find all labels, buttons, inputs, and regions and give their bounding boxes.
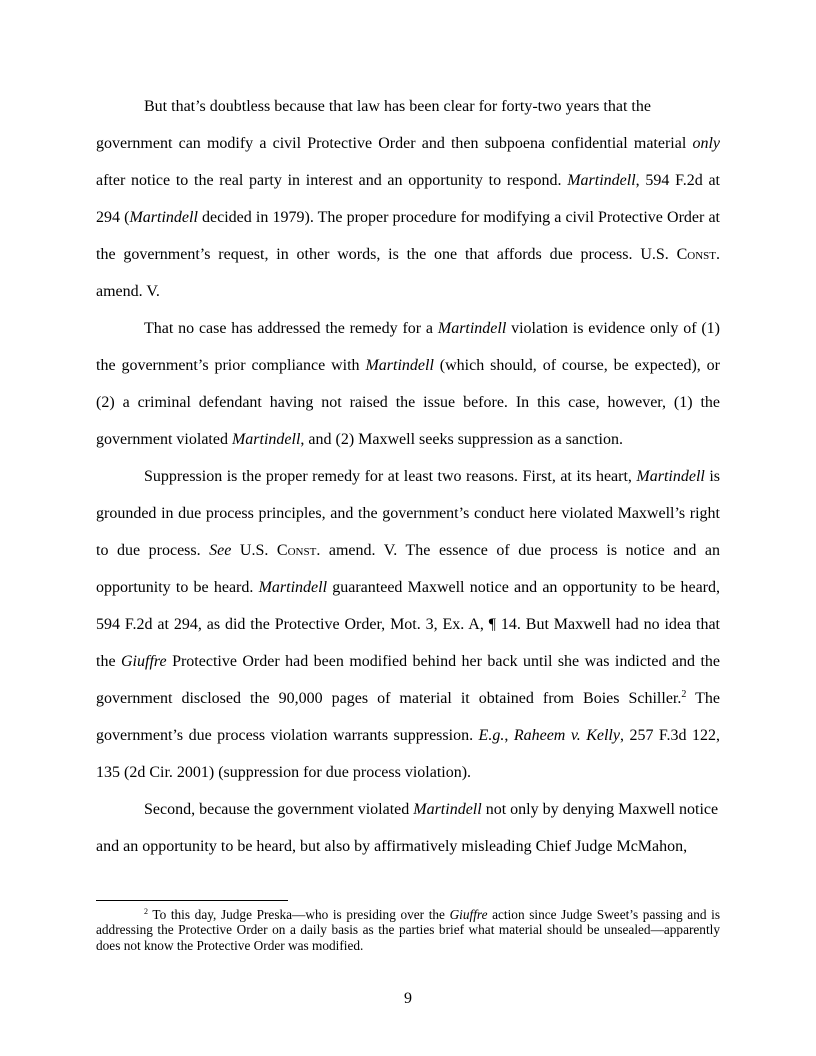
body-line bbox=[96, 208, 720, 228]
text-run: amend. V. bbox=[96, 283, 160, 300]
text-run: government violated bbox=[96, 431, 232, 448]
text-run: violation is evidence only of (1) bbox=[506, 320, 721, 337]
body-line bbox=[96, 171, 720, 191]
body-line bbox=[96, 652, 720, 672]
text-run: the government’s request, in other words, is the one that affords due process. U.S. bbox=[96, 246, 677, 263]
body-line bbox=[96, 763, 720, 783]
text-run: , and (2) Maxwell seeks suppression as a sanction. bbox=[300, 431, 623, 448]
text-run: See bbox=[209, 542, 232, 559]
footnote-2 bbox=[96, 907, 720, 953]
text-run: Giuffre bbox=[121, 653, 167, 670]
text-run: U.S. bbox=[231, 542, 277, 559]
text-run: government can modify a civil Protective Order and then subpoena confidential material bbox=[96, 135, 693, 152]
text-run: guaranteed Maxwell notice and an opportunity to be heard, bbox=[327, 579, 721, 596]
body-line bbox=[144, 800, 720, 820]
body-line bbox=[96, 430, 720, 450]
text-run: and an opportunity to be heard, but also by affirmatively misleading Chief Judge McMahon, bbox=[96, 838, 688, 855]
text-run: 294 ( bbox=[96, 209, 130, 226]
text-run: Giuffre bbox=[449, 907, 488, 922]
body-line bbox=[96, 393, 720, 413]
text-run: only bbox=[692, 135, 720, 152]
footnote-divider bbox=[96, 900, 288, 901]
text-run: , 257 F.3d 122, bbox=[619, 727, 721, 744]
body-line bbox=[96, 245, 720, 265]
text-run: Const bbox=[276, 542, 317, 559]
body-line bbox=[144, 319, 720, 339]
text-run: the government’s prior compliance with bbox=[96, 357, 366, 374]
text-run: after notice to the real party in interest and an opportunity to respond. bbox=[96, 172, 568, 189]
text-run: That no case has addressed the remedy for a bbox=[144, 320, 438, 337]
text-run: government disclosed the 90,000 pages of material it obtained from Boies Schiller. bbox=[96, 690, 682, 707]
text-run: To this day, Judge Preska—who is presiding over the bbox=[148, 907, 450, 922]
text-run: opportunity to be heard. bbox=[96, 579, 259, 596]
text-run: Martindell bbox=[567, 172, 636, 189]
text-run: . amend. V. The essence of due process is notice and an bbox=[316, 542, 721, 559]
text-run: E.g. bbox=[478, 727, 505, 744]
body-line bbox=[96, 356, 720, 376]
text-run: Martindell bbox=[365, 357, 434, 374]
body-line bbox=[96, 282, 720, 302]
text-run: is bbox=[704, 468, 721, 485]
text-run: Const bbox=[676, 246, 716, 263]
text-run: Martindell bbox=[231, 431, 301, 448]
text-run: The bbox=[686, 690, 720, 707]
text-run: 135 (2d Cir. 2001) (suppression for due process violation). bbox=[96, 764, 472, 781]
text-run: But that’s doubtless because that law has been clear for forty-two years that the bbox=[144, 98, 651, 115]
body-line bbox=[96, 134, 720, 154]
body-line bbox=[96, 689, 720, 709]
text-run: grounded in due process principles, and the government’s conduct here violated Maxwell’s right bbox=[96, 505, 720, 522]
text-run: Martindell bbox=[129, 209, 198, 226]
text-run: (which should, of course, be expected), or bbox=[433, 357, 721, 374]
text-run: Martindell bbox=[258, 579, 328, 596]
text-run: Martindell bbox=[413, 801, 482, 818]
text-run: not only by denying Maxwell notice bbox=[481, 801, 719, 818]
text-run: government’s due process violation warrants suppression. bbox=[96, 727, 479, 744]
text-run: 594 F.2d at 294, as did the Protective Order, Mot. 3, Ex. A, ¶ 14. But Maxwell had no idea that bbox=[96, 616, 720, 633]
text-run: Martindell bbox=[636, 468, 705, 485]
text-run: . bbox=[716, 246, 720, 263]
body-line bbox=[96, 578, 720, 598]
footnote-text bbox=[96, 907, 720, 953]
text-run: action since Judge Sweet’s passing and is addressing the Protective Order on a daily basis as the parties brief what material should be unsealed—apparently does not know the Protective Order was modified. bbox=[96, 907, 720, 953]
body-line bbox=[96, 837, 720, 857]
text-run: Second, because the government violated bbox=[144, 801, 414, 818]
text-run: Protective Order had been modified behind her back until she was indicted and the bbox=[166, 653, 721, 670]
body-line bbox=[144, 467, 720, 487]
text-run: , 594 F.2d at bbox=[635, 172, 721, 189]
body-line bbox=[96, 541, 720, 561]
body-line bbox=[96, 504, 720, 524]
page-number: 9 bbox=[404, 990, 412, 1007]
footnote-marker: 2 bbox=[681, 689, 687, 700]
text-run: decided in 1979). The proper procedure for modifying a civil Protective Order at bbox=[197, 209, 721, 226]
text-run: Martindell bbox=[437, 320, 507, 337]
text-run: to due process. bbox=[96, 542, 210, 559]
text-run: Raheem v. Kelly bbox=[513, 727, 620, 744]
body-line bbox=[144, 97, 720, 117]
body-line bbox=[96, 615, 720, 635]
footnote-marker: 2 bbox=[144, 907, 148, 916]
body-line bbox=[96, 726, 720, 746]
text-run: (2) a criminal defendant having not raised the issue before. In this case, however, (1) the bbox=[96, 394, 720, 411]
text-run: , bbox=[504, 727, 514, 744]
text-run: Suppression is the proper remedy for at least two reasons. First, at its heart, bbox=[144, 468, 637, 485]
text-run: the bbox=[96, 653, 121, 670]
